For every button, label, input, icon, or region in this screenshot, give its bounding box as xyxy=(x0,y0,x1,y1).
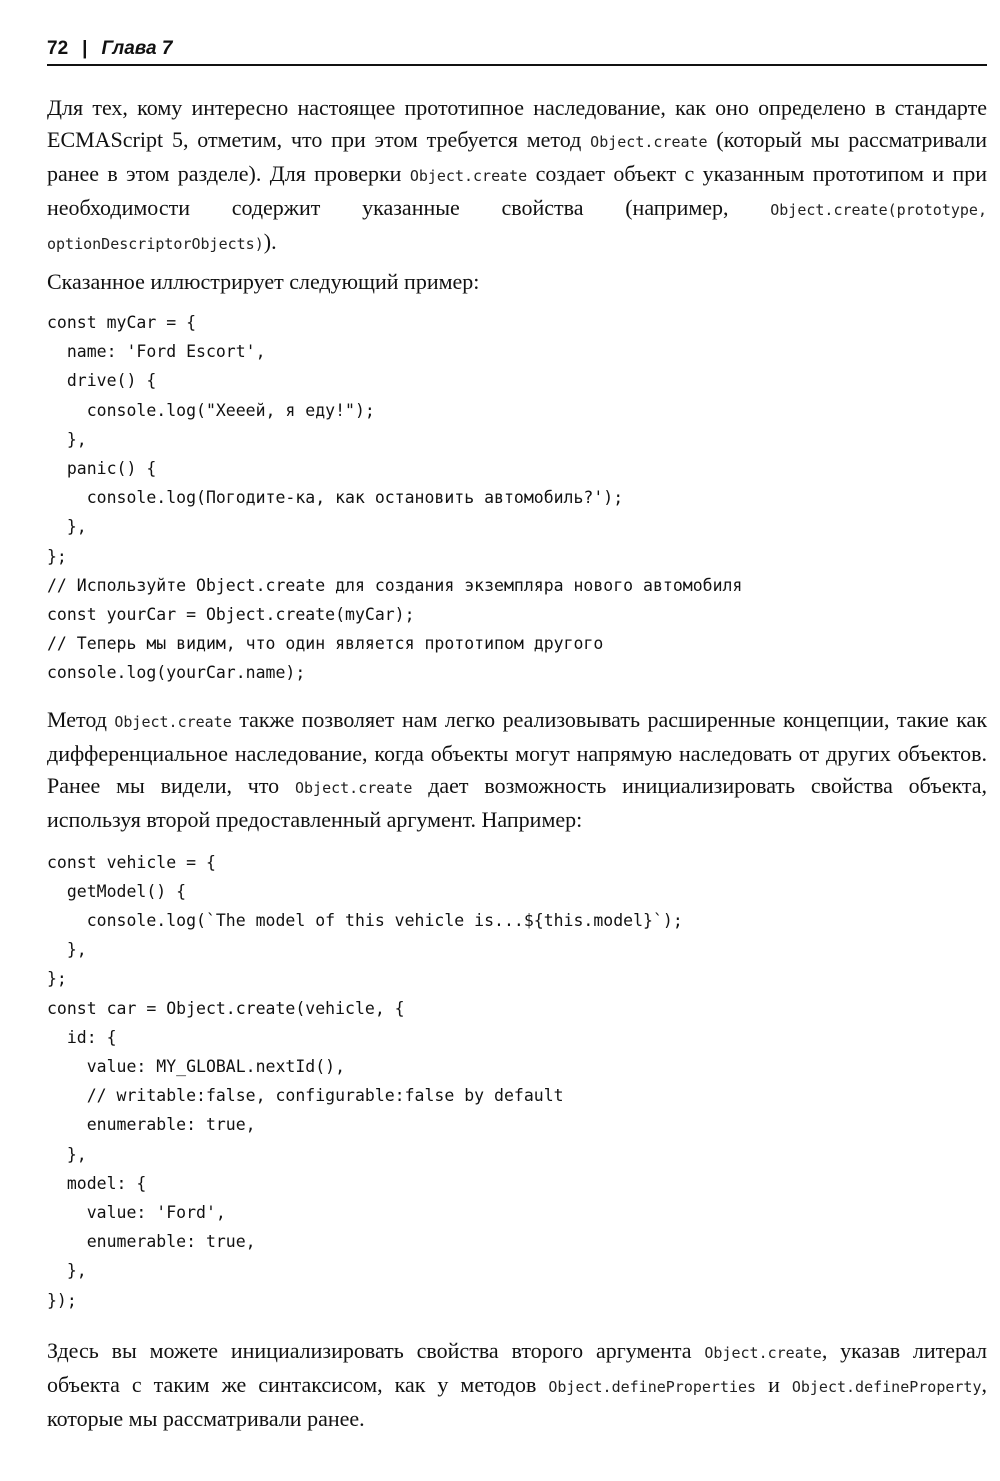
text-span: Здесь вы можете инициализировать свойства второго аргумента xyxy=(47,1337,705,1363)
code-line: console.log("Хееей, я еду!"); xyxy=(47,400,375,420)
code-line: const myCar = { xyxy=(47,313,197,332)
inline-code: Object.create xyxy=(294,778,413,797)
code-line: }; xyxy=(47,546,67,566)
code-line: panic() { xyxy=(47,459,157,479)
code-line: }); xyxy=(47,1290,77,1310)
page-number: 72 xyxy=(47,38,69,59)
text-span: , которые мы рассматривали ранее. xyxy=(47,1371,987,1431)
inline-code: Object.defineProperties xyxy=(548,1377,757,1396)
book-page xyxy=(47,36,987,1435)
inline-code: Object.create xyxy=(114,712,232,731)
inline-code: Object.create xyxy=(409,167,528,185)
code-line: // Используйте Object.create для создания экземпляра нового автомобиля xyxy=(47,575,743,595)
inline-code: Object.create xyxy=(590,133,708,151)
code-line: id: { xyxy=(47,1027,117,1047)
code-line: drive() { xyxy=(47,371,157,391)
code-line: console.log(`The model of this vehicle is...${this.model}`); xyxy=(47,911,683,931)
chapter-title: Глава 7 xyxy=(101,38,173,59)
code-line: value: 'Ford', xyxy=(47,1203,226,1223)
text-span: также позволяет нам легко реализовывать расширенные концепции, такие как дифференциальное наследование, когда объекты могут напрямую наследовать от других объектов. Ранее мы видели, что xyxy=(47,706,988,798)
code-line: // writable:false, configurable:false by default xyxy=(47,1086,564,1106)
code-line: }, xyxy=(47,429,87,449)
paragraph-differential-inheritance xyxy=(47,704,987,836)
inline-code: Object.create xyxy=(704,1343,822,1362)
code-block-vehicle xyxy=(47,848,987,1315)
paragraph-conclusion xyxy=(47,1335,987,1435)
text-span: (который мы рассматривали ранее в этом разделе). Для проверки xyxy=(47,127,988,186)
inline-code: Object.create(prototype, optionDescriptorObjects) xyxy=(47,201,987,253)
running-header xyxy=(47,36,987,66)
code-line: }; xyxy=(47,969,67,989)
text-span: дает возможность инициализировать свойства объекта, используя второй предоставленный аргумент. Например: xyxy=(47,772,988,832)
code-line: }, xyxy=(47,940,87,960)
text-span: , указав литерал объекта с таким же синтаксисом, как у методов xyxy=(47,1337,987,1397)
code-block-mycar xyxy=(47,308,987,688)
code-line: // Теперь мы видим, что один является прототипом другого xyxy=(47,634,604,654)
code-line: const yourCar = Object.create(myCar); xyxy=(47,605,415,625)
code-line: }, xyxy=(47,1144,87,1164)
code-line: const car = Object.create(vehicle, { xyxy=(47,998,405,1018)
text-span: создает объект с указанным прототипом и при необходимости содержит указанные свойства (например, xyxy=(47,161,987,220)
code-line: const vehicle = { xyxy=(47,852,216,872)
text-span: Сказанное иллюстрирует следующий пример: xyxy=(47,269,480,294)
code-line: getModel() { xyxy=(47,881,187,901)
text-span: и xyxy=(756,1371,792,1397)
code-line: name: 'Ford Escort', xyxy=(47,342,266,362)
code-line: }, xyxy=(47,1261,87,1281)
code-line: }, xyxy=(47,517,87,537)
code-line: console.log(Погодите-ка, как остановить автомобиль?'); xyxy=(47,488,624,508)
paragraph-intro xyxy=(47,92,987,260)
text-span: Для тех, кому интересно настоящее прототипное наследование, как оно определено в стандарте ECMAScript 5, отметим, что при этом требуется метод xyxy=(47,95,987,152)
paragraph-example-lead xyxy=(47,266,987,298)
code-line: value: MY_GLOBAL.nextId(), xyxy=(47,1057,346,1077)
code-line: model: { xyxy=(47,1173,147,1193)
code-line: console.log(yourCar.name); xyxy=(47,663,306,683)
code-line: enumerable: true, xyxy=(47,1115,256,1135)
text-span: ). xyxy=(263,229,277,254)
text-span: Метод xyxy=(47,706,115,732)
header-separator: | xyxy=(82,38,88,59)
code-line: enumerable: true, xyxy=(47,1232,256,1252)
inline-code: Object.defineProperty xyxy=(791,1377,982,1396)
